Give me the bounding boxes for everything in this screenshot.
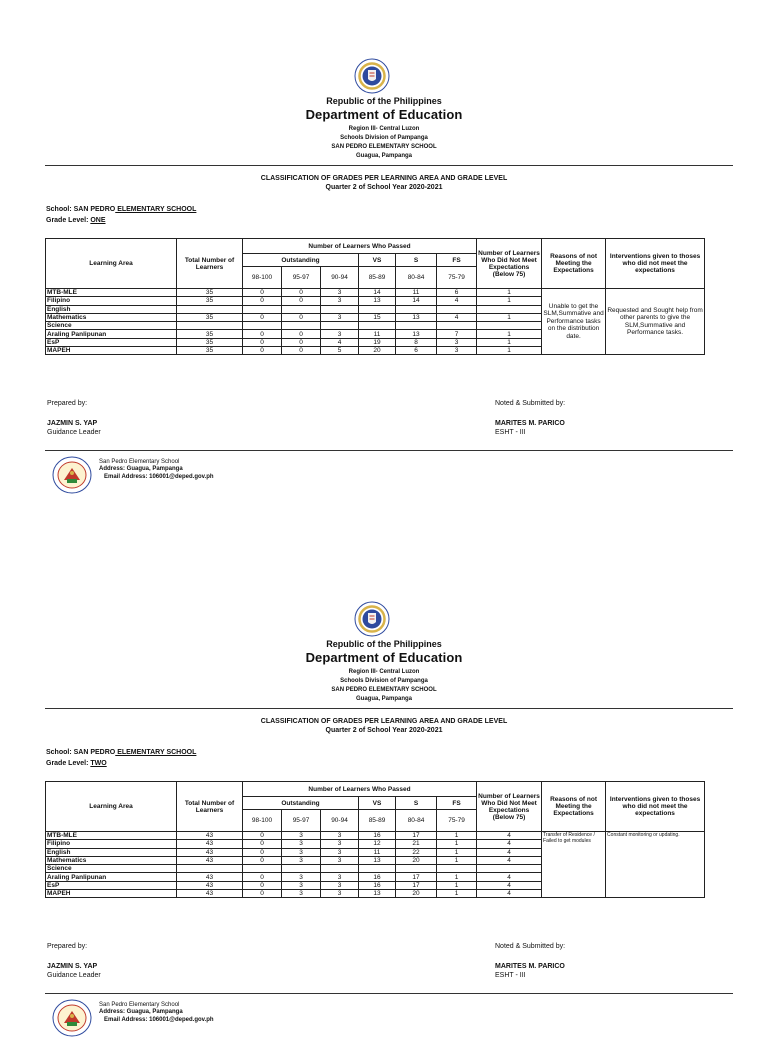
- col-85-89: 85-89: [359, 810, 396, 832]
- footer-school: San Pedro Elementary School: [99, 459, 180, 465]
- cell-g90: [321, 322, 359, 330]
- cell-g90: 3: [321, 890, 359, 898]
- cell-g75: 1: [437, 856, 477, 864]
- cell-below: 4: [477, 881, 542, 889]
- department-title: Department of Education: [305, 650, 463, 665]
- cell-g75: 1: [437, 832, 477, 840]
- republic-label: Republic of the Philippines: [326, 639, 442, 649]
- cell-g75: [437, 322, 477, 330]
- cell-g75: 1: [437, 840, 477, 848]
- col-passed: Number of Learners Who Passed: [243, 782, 477, 797]
- col-learning-area: Learning Area: [46, 782, 177, 832]
- department-title: Department of Education: [305, 107, 463, 122]
- cell-g98: 0: [243, 881, 282, 889]
- prepared-by-label: Prepared by:: [47, 400, 88, 407]
- col-fs: FS: [437, 797, 477, 810]
- cell-g90: 5: [321, 347, 359, 355]
- cell-g85: 20: [359, 347, 396, 355]
- cell-g90: [321, 865, 359, 873]
- col-reasons: Reasons of not Meeting the Expectations: [542, 782, 606, 832]
- grade-level-line: Grade Level: ONE: [46, 217, 106, 224]
- cell-g95: 3: [282, 873, 321, 881]
- cell-g85: 13: [359, 890, 396, 898]
- cell-total: 43: [177, 873, 243, 881]
- cell-total: 43: [177, 856, 243, 864]
- footer-address: Address: Guagua, Pampanga: [99, 466, 183, 472]
- cell-g85: 16: [359, 873, 396, 881]
- cell-total: 43: [177, 881, 243, 889]
- col-80-84: 80-84: [396, 267, 437, 289]
- learning-area-cell: Mathematics: [46, 856, 177, 864]
- cell-g98: 0: [243, 338, 282, 346]
- cell-g98: 0: [243, 848, 282, 856]
- cell-total: 35: [177, 338, 243, 346]
- cell-below: 1: [477, 347, 542, 355]
- footer-email: Email Address: 106001@deped.gov.ph: [104, 1017, 214, 1023]
- division-label: Schools Division of Pampanga: [340, 135, 428, 141]
- col-not-meet: Number of Learners Who Did Not Meet Expectations (Below 75): [477, 239, 542, 289]
- learning-area-cell: Mathematics: [46, 313, 177, 321]
- cell-g98: [243, 322, 282, 330]
- grade-level-line: Grade Level: TWO: [46, 760, 107, 767]
- cell-g98: [243, 865, 282, 873]
- prepared-title: Guidance Leader: [47, 972, 101, 979]
- grades-table: [45, 238, 705, 355]
- cell-below: [477, 322, 542, 330]
- learning-area-cell: EsP: [46, 338, 177, 346]
- learning-area-cell: MTB-MLE: [46, 289, 177, 297]
- col-learning-area: Learning Area: [46, 239, 177, 289]
- school-line: School: SAN PEDRO ELEMENTARY SCHOOL: [46, 206, 197, 213]
- col-outstanding: Outstanding: [243, 254, 359, 267]
- cell-g95: 3: [282, 856, 321, 864]
- learning-area-cell: Science: [46, 322, 177, 330]
- cell-g95: 0: [282, 347, 321, 355]
- cell-total: 43: [177, 890, 243, 898]
- cell-g80: 21: [396, 840, 437, 848]
- school-logo-icon: [52, 456, 92, 494]
- report-title: CLASSIFICATION OF GRADES PER LEARNING AREA AND GRADE LEVEL: [260, 718, 508, 725]
- cell-g98: 0: [243, 832, 282, 840]
- cell-g95: [282, 305, 321, 313]
- report-title: CLASSIFICATION OF GRADES PER LEARNING AREA AND GRADE LEVEL: [260, 175, 508, 182]
- cell-g85: 15: [359, 313, 396, 321]
- cell-g95: 0: [282, 297, 321, 305]
- cell-total: [177, 322, 243, 330]
- cell-total: 35: [177, 347, 243, 355]
- learning-area-cell: English: [46, 305, 177, 313]
- cell-g80: 17: [396, 832, 437, 840]
- interventions-cell: Requested and Sought help from other parents to give the SLM,Summative and Performance tasks.: [606, 289, 705, 355]
- cell-g85: 13: [359, 856, 396, 864]
- col-fs: FS: [437, 254, 477, 267]
- cell-g98: 0: [243, 313, 282, 321]
- cell-g85: 12: [359, 840, 396, 848]
- cell-below: 1: [477, 338, 542, 346]
- cell-g75: 4: [437, 313, 477, 321]
- footer-address: Address: Guagua, Pampanga: [99, 1009, 183, 1015]
- cell-g98: 0: [243, 297, 282, 305]
- prepared-title: Guidance Leader: [47, 429, 101, 436]
- cell-g95: 0: [282, 330, 321, 338]
- learning-area-cell: EsP: [46, 881, 177, 889]
- col-interventions: Interventions given to thoses who did not meet the expectations: [606, 782, 705, 832]
- region-label: Region III- Central Luzon: [348, 126, 420, 132]
- cell-g95: 3: [282, 881, 321, 889]
- cell-below: 4: [477, 890, 542, 898]
- cell-g80: [396, 865, 437, 873]
- header-divider: [45, 165, 733, 166]
- prepared-by-label: Prepared by:: [47, 943, 88, 950]
- col-interventions: Interventions given to thoses who did not meet the expectations: [606, 239, 705, 289]
- cell-g75: 7: [437, 330, 477, 338]
- learning-area-cell: Science: [46, 865, 177, 873]
- cell-g75: 4: [437, 297, 477, 305]
- division-label: Schools Division of Pampanga: [340, 678, 428, 684]
- republic-label: Republic of the Philippines: [326, 96, 442, 106]
- region-label: Region III- Central Luzon: [348, 669, 420, 675]
- prepared-name: JAZMIN S. YAP: [47, 963, 98, 970]
- learning-area-cell: MTB-MLE: [46, 832, 177, 840]
- noted-by-label: Noted & Submitted by:: [495, 400, 566, 407]
- cell-g75: 1: [437, 848, 477, 856]
- header-divider: [45, 708, 733, 709]
- cell-below: 1: [477, 313, 542, 321]
- grade-level-value: TWO: [90, 760, 107, 767]
- cell-g90: 4: [321, 338, 359, 346]
- col-s: S: [396, 254, 437, 267]
- learning-area-cell: English: [46, 848, 177, 856]
- cell-g95: 3: [282, 890, 321, 898]
- cell-g75: 3: [437, 338, 477, 346]
- cell-g98: 0: [243, 856, 282, 864]
- learning-area-cell: Filipino: [46, 297, 177, 305]
- report-subtitle: Quarter 2 of School Year 2020-2021: [325, 184, 443, 191]
- cell-g95: [282, 322, 321, 330]
- interventions-cell: Constant monitoring or updating.: [606, 832, 705, 898]
- cell-g75: [437, 865, 477, 873]
- cell-g85: 19: [359, 338, 396, 346]
- noted-by-label: Noted & Submitted by:: [495, 943, 566, 950]
- cell-g80: [396, 305, 437, 313]
- cell-below: 1: [477, 330, 542, 338]
- noted-name: MARITES M. PARICO: [495, 420, 565, 427]
- cell-g90: [321, 305, 359, 313]
- cell-g75: 6: [437, 289, 477, 297]
- footer-divider: [45, 450, 733, 451]
- cell-g95: 0: [282, 338, 321, 346]
- cell-g85: [359, 305, 396, 313]
- cell-g98: 0: [243, 347, 282, 355]
- cell-g90: 3: [321, 881, 359, 889]
- col-80-84: 80-84: [396, 810, 437, 832]
- cell-g80: 13: [396, 330, 437, 338]
- cell-g80: 20: [396, 856, 437, 864]
- cell-total: 43: [177, 832, 243, 840]
- cell-total: 35: [177, 330, 243, 338]
- cell-g85: 11: [359, 848, 396, 856]
- footer-divider: [45, 993, 733, 994]
- cell-g90: 3: [321, 840, 359, 848]
- cell-g80: 14: [396, 297, 437, 305]
- learning-area-cell: Filipino: [46, 840, 177, 848]
- learning-area-cell: Araling Panlipunan: [46, 330, 177, 338]
- col-85-89: 85-89: [359, 267, 396, 289]
- cell-g80: [396, 322, 437, 330]
- location-label: Guagua, Pampanga: [355, 696, 412, 702]
- cell-g80: 13: [396, 313, 437, 321]
- col-90-94: 90-94: [321, 810, 359, 832]
- noted-title: ESHT - III: [495, 429, 526, 436]
- cell-total: 43: [177, 840, 243, 848]
- cell-g90: 3: [321, 330, 359, 338]
- cell-g95: 3: [282, 832, 321, 840]
- col-passed: Number of Learners Who Passed: [243, 239, 477, 254]
- cell-g90: 3: [321, 848, 359, 856]
- cell-g85: 13: [359, 297, 396, 305]
- cell-g80: 11: [396, 289, 437, 297]
- cell-total: 35: [177, 313, 243, 321]
- cell-g90: 3: [321, 297, 359, 305]
- school-name-label: SAN PEDRO ELEMENTARY SCHOOL: [331, 687, 437, 693]
- col-total: Total Number of Learners: [177, 782, 243, 832]
- location-label: Guagua, Pampanga: [355, 153, 412, 159]
- cell-g85: 11: [359, 330, 396, 338]
- col-not-meet: Number of Learners Who Did Not Meet Expectations (Below 75): [477, 782, 542, 832]
- cell-g98: 0: [243, 873, 282, 881]
- cell-below: 4: [477, 848, 542, 856]
- cell-g90: 3: [321, 289, 359, 297]
- cell-g95: 3: [282, 848, 321, 856]
- learning-area-cell: MAPEH: [46, 347, 177, 355]
- deped-seal-icon: [354, 601, 390, 637]
- deped-seal-icon: [354, 58, 390, 94]
- cell-g95: [282, 865, 321, 873]
- reasons-cell: Unable to get the SLM,Summative and Performance tasks on the distribution date.: [542, 289, 606, 355]
- cell-g98: 0: [243, 330, 282, 338]
- cell-g75: [437, 305, 477, 313]
- cell-g90: 3: [321, 832, 359, 840]
- cell-below: 4: [477, 856, 542, 864]
- school-logo-icon: [52, 999, 92, 1037]
- cell-g98: 0: [243, 890, 282, 898]
- cell-g80: 8: [396, 338, 437, 346]
- cell-g95: 3: [282, 840, 321, 848]
- table-row: [46, 289, 705, 297]
- noted-title: ESHT - III: [495, 972, 526, 979]
- cell-g80: 6: [396, 347, 437, 355]
- col-95-97: 95-97: [282, 810, 321, 832]
- table-row: [46, 832, 705, 840]
- cell-g85: [359, 322, 396, 330]
- cell-total: [177, 865, 243, 873]
- cell-g75: 1: [437, 881, 477, 889]
- learning-area-cell: Araling Panlipunan: [46, 873, 177, 881]
- cell-g85: 16: [359, 832, 396, 840]
- cell-g75: 1: [437, 873, 477, 881]
- cell-g95: 0: [282, 289, 321, 297]
- cell-total: 43: [177, 848, 243, 856]
- cell-below: 1: [477, 289, 542, 297]
- col-s: S: [396, 797, 437, 810]
- prepared-name: JAZMIN S. YAP: [47, 420, 98, 427]
- cell-g80: 22: [396, 848, 437, 856]
- cell-g95: 0: [282, 313, 321, 321]
- cell-total: [177, 305, 243, 313]
- footer-school: San Pedro Elementary School: [99, 1002, 180, 1008]
- cell-g80: 20: [396, 890, 437, 898]
- cell-below: [477, 865, 542, 873]
- school-line: School: SAN PEDRO ELEMENTARY SCHOOL: [46, 749, 197, 756]
- cell-g75: 1: [437, 890, 477, 898]
- cell-g85: 14: [359, 289, 396, 297]
- col-95-97: 95-97: [282, 267, 321, 289]
- report-subtitle: Quarter 2 of School Year 2020-2021: [325, 727, 443, 734]
- footer-email: Email Address: 106001@deped.gov.ph: [104, 474, 214, 480]
- cell-total: 35: [177, 297, 243, 305]
- cell-g90: 3: [321, 856, 359, 864]
- grades-table: [45, 781, 705, 898]
- cell-g75: 3: [437, 347, 477, 355]
- cell-g98: [243, 305, 282, 313]
- col-75-79: 75-79: [437, 267, 477, 289]
- cell-g80: 17: [396, 881, 437, 889]
- col-reasons: Reasons of not Meeting the Expectations: [542, 239, 606, 289]
- cell-below: [477, 305, 542, 313]
- col-total: Total Number of Learners: [177, 239, 243, 289]
- cell-total: 35: [177, 289, 243, 297]
- cell-below: 4: [477, 832, 542, 840]
- col-90-94: 90-94: [321, 267, 359, 289]
- col-vs: VS: [359, 797, 396, 810]
- col-vs: VS: [359, 254, 396, 267]
- cell-below: 4: [477, 840, 542, 848]
- col-outstanding: Outstanding: [243, 797, 359, 810]
- cell-g90: 3: [321, 313, 359, 321]
- noted-name: MARITES M. PARICO: [495, 963, 565, 970]
- cell-below: 4: [477, 873, 542, 881]
- cell-g90: 3: [321, 873, 359, 881]
- cell-g85: [359, 865, 396, 873]
- grade-level-value: ONE: [90, 217, 106, 224]
- reasons-cell: Transfer of Residence / Failed to get modules: [542, 832, 606, 898]
- cell-g98: 0: [243, 289, 282, 297]
- learning-area-cell: MAPEH: [46, 890, 177, 898]
- col-98-100: 98-100: [243, 810, 282, 832]
- col-75-79: 75-79: [437, 810, 477, 832]
- cell-g85: 16: [359, 881, 396, 889]
- cell-below: 1: [477, 297, 542, 305]
- col-98-100: 98-100: [243, 267, 282, 289]
- school-name-label: SAN PEDRO ELEMENTARY SCHOOL: [331, 144, 437, 150]
- cell-g80: 17: [396, 873, 437, 881]
- cell-g98: 0: [243, 840, 282, 848]
